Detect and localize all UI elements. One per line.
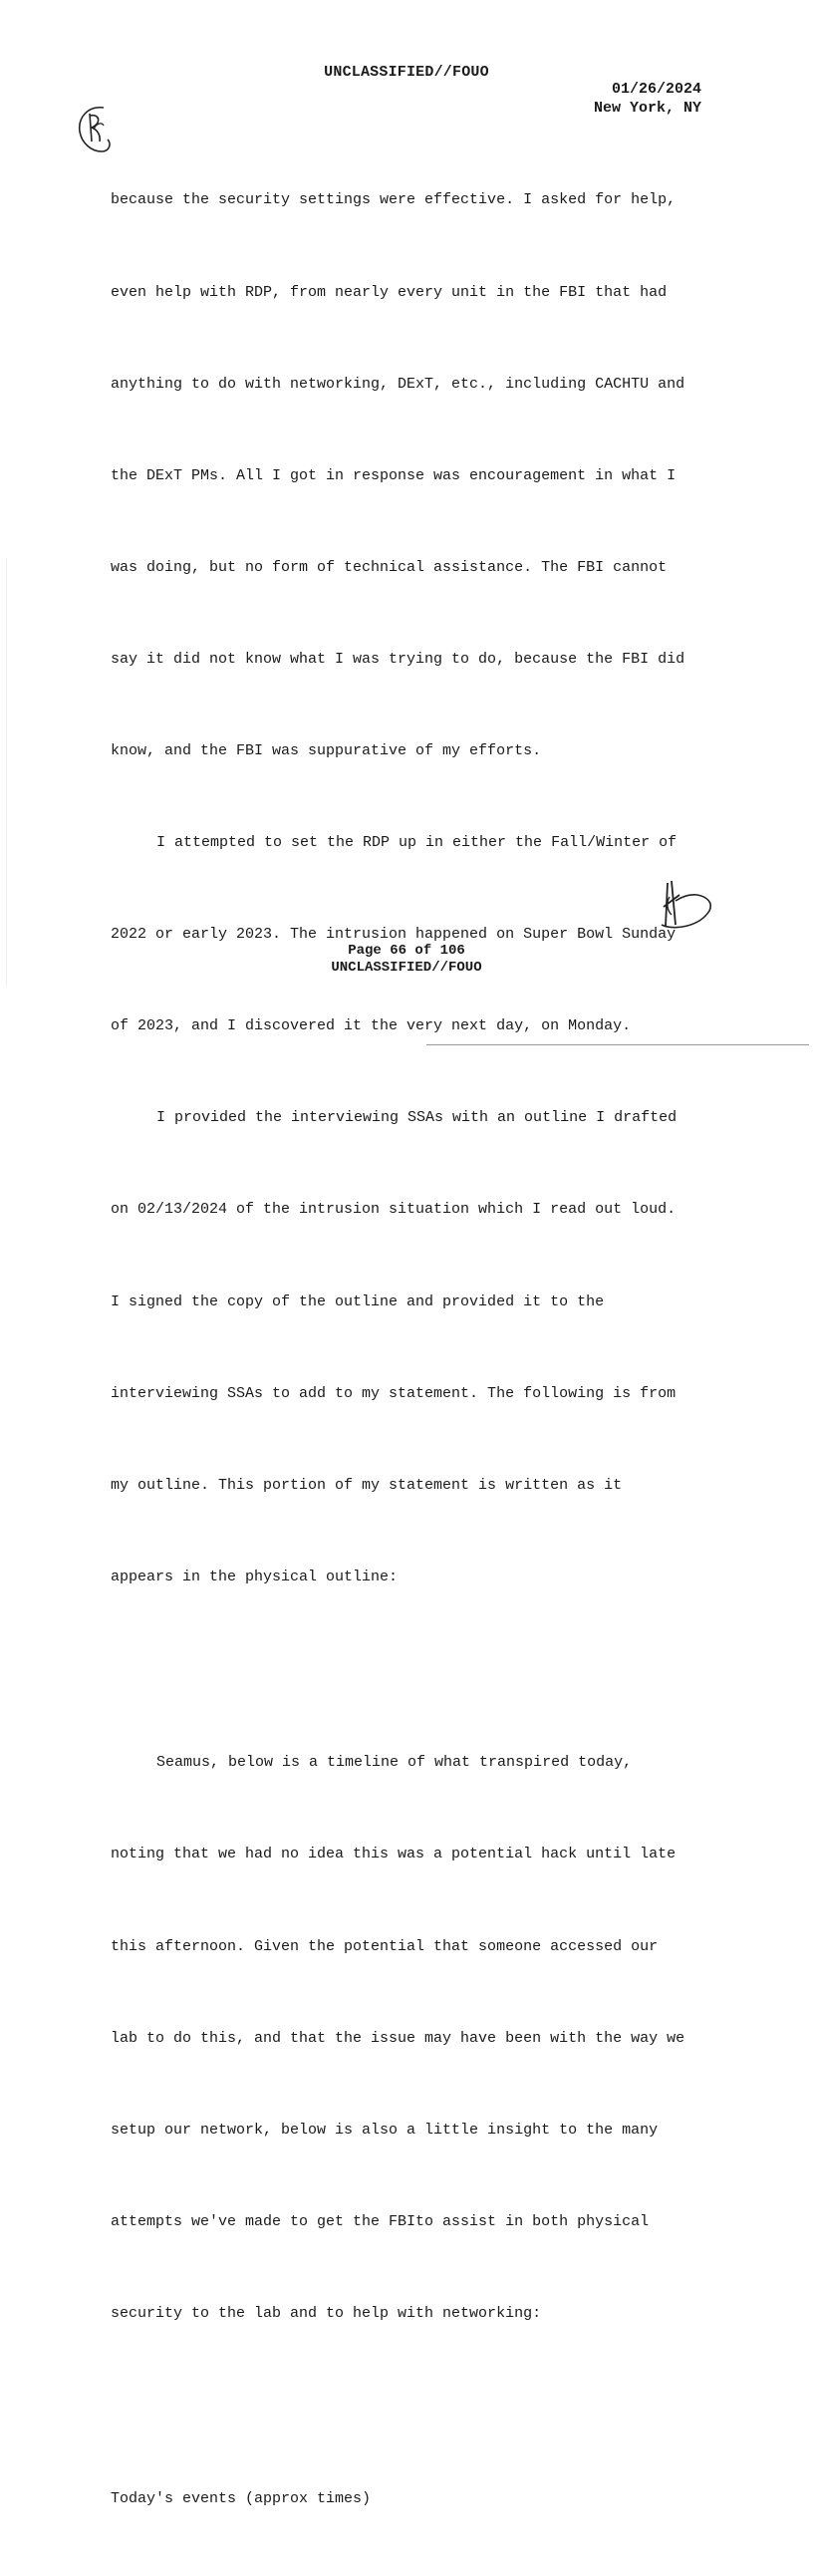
body-line: on 02/13/2024 of the intrusion situation which I read out loud.: [111, 1201, 677, 1219]
handwritten-initials-top: [74, 104, 114, 157]
body-line: because the security settings were effective. I asked for help,: [111, 191, 677, 209]
body-line: 2022 or early 2023. The intrusion happened on Super Bowl Sunday: [111, 926, 677, 944]
body-line: was doing, but no form of technical assistance. The FBI cannot: [111, 558, 668, 576]
body-line: the DExT PMs. All I got in response was encouragement in what I: [111, 466, 677, 484]
body-line: attempts we've made to get the FBIto assist in both physical: [111, 2212, 650, 2230]
page-number: Page 66 of 106: [348, 943, 465, 959]
body-line: setup our network, below is also a little insight to the many: [111, 2121, 659, 2139]
body-line: anything to do with networking, DExT, etc., including CACHTU and: [111, 375, 685, 393]
body-line: I attempted to set the RDP up in either the Fall/Winter of: [156, 834, 678, 852]
document-date: 01/26/2024: [611, 81, 701, 98]
statement-body: [111, 125, 708, 2576]
document-meta: [594, 80, 701, 118]
body-line: security to the lab and to help with networking:: [111, 2304, 542, 2322]
scan-edge-shadow: [6, 558, 7, 987]
body-line: interviewing SSAs to add to my statement. The following is from: [111, 1384, 677, 1402]
body-line: I signed the copy of the outline and provided it to the: [111, 1292, 605, 1310]
body-line: Today's events (approx times): [111, 2490, 372, 2508]
body-line: Seamus, below is a timeline of what transpired today,: [156, 1754, 633, 1772]
body-line: my outline. This portion of my statement is written as it: [111, 1476, 623, 1494]
document-location: New York, NY: [593, 100, 701, 117]
body-line: noting that we had no idea this was a potential hack until late: [111, 1846, 677, 1863]
body-line: I provided the interviewing SSAs with an outline I drafted: [156, 1109, 678, 1127]
page-footer: [0, 943, 813, 977]
body-line: even help with RDP, from nearly every unit in the FBI that had: [111, 283, 668, 301]
footer-classification: UNCLASSIFIED//FOUO: [331, 960, 482, 976]
header-classification: UNCLASSIFIED//FOUO: [324, 64, 489, 81]
body-line: of 2023, and I discovered it the very next day, on Monday.: [111, 1017, 632, 1035]
body-line: lab to do this, and that the issue may have been with the way we: [111, 2029, 685, 2047]
handwritten-initials-bottom: [654, 877, 715, 933]
scan-rule-line: [426, 1044, 809, 1045]
body-line: appears in the physical outline:: [111, 1568, 399, 1585]
body-line: say it did not know what I was trying to do, because the FBI did: [111, 650, 685, 668]
body-line: this afternoon. Given the potential that someone accessed our: [111, 1937, 659, 1955]
body-line: know, and the FBI was suppurative of my efforts.: [111, 741, 542, 759]
